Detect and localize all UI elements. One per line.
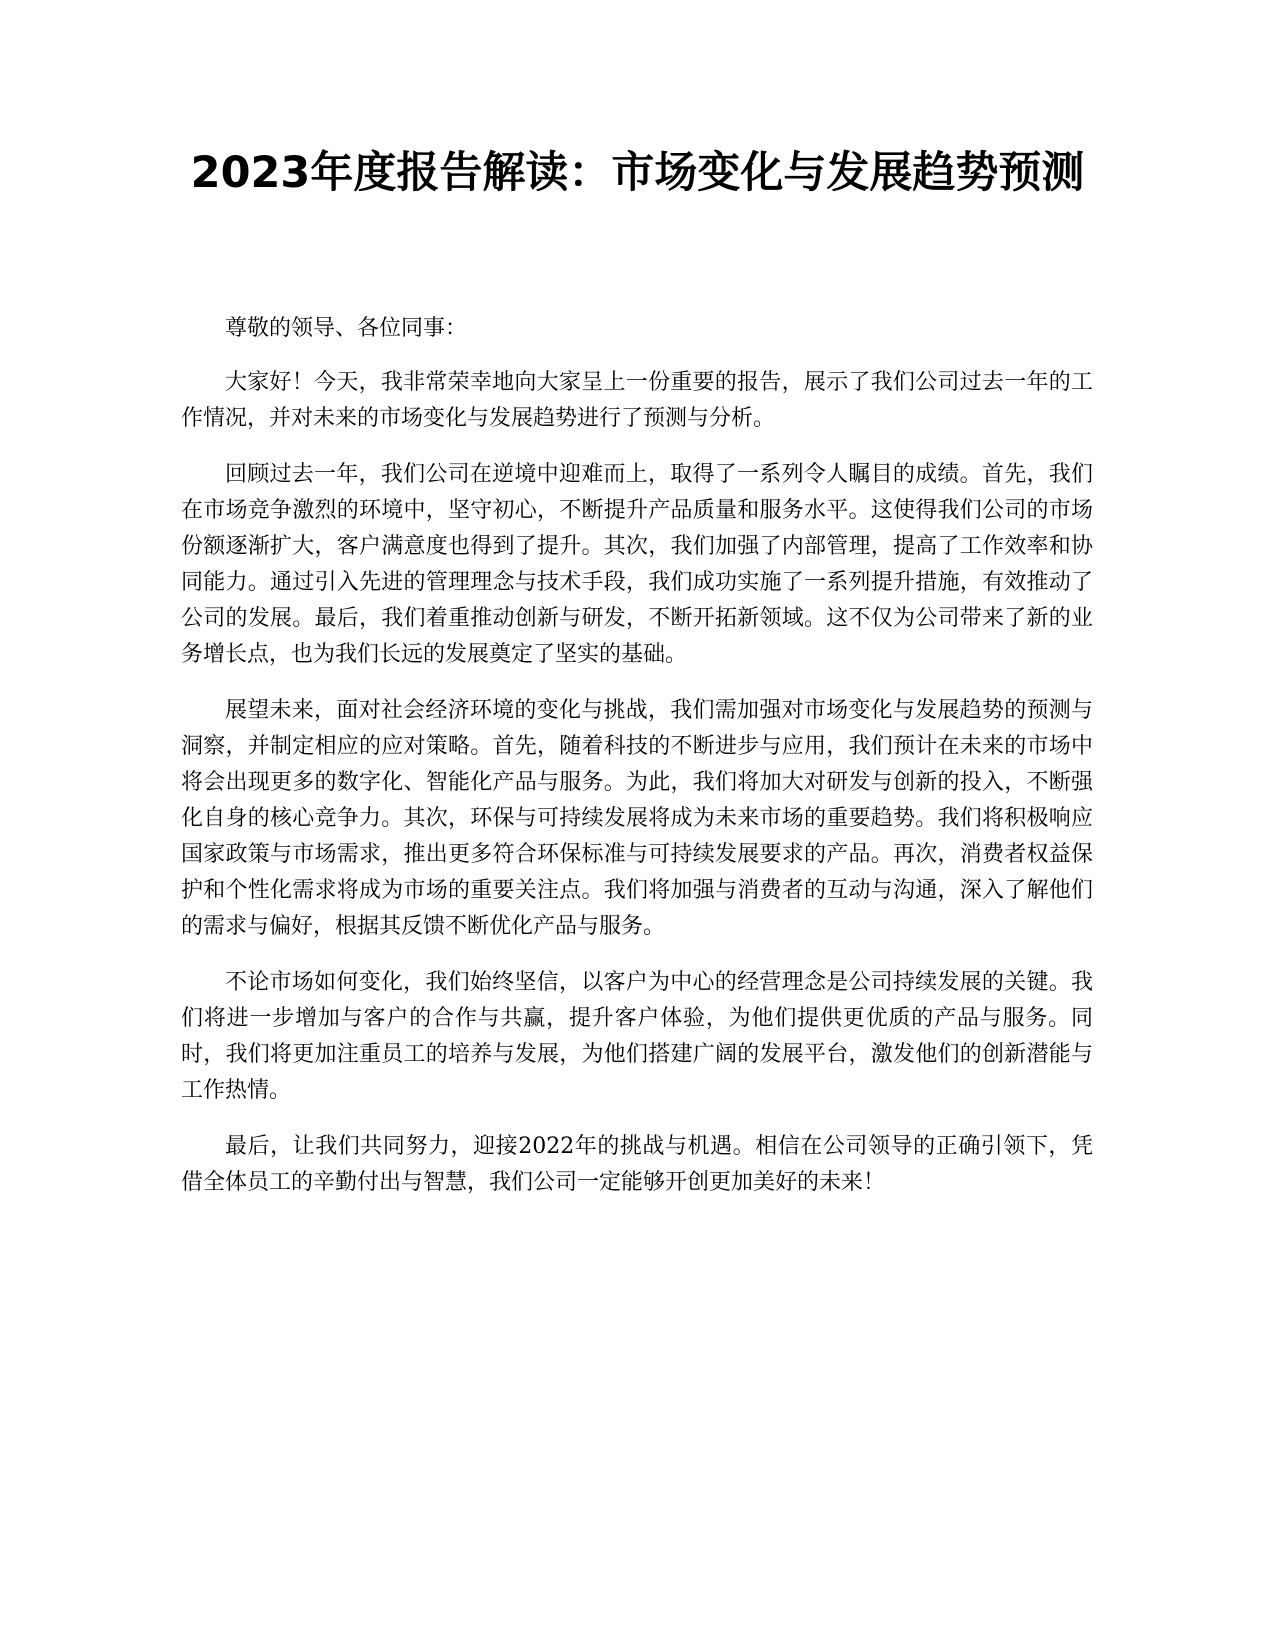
paragraph-intro: 大家好！今天，我非常荣幸地向大家呈上一份重要的报告，展示了我们公司过去一年的工作情况，并对未来的市场变化与发展趋势进行了预测与分析。 bbox=[181, 370, 1093, 431]
paragraph-customer-focus: 不论市场如何变化，我们始终坚信，以客户为中心的经营理念是公司持续发展的关键。我们将进一步增加与客户的合作与共赢，提升客户体验，为他们提供更优质的产品与服务。同时，我们将更加注重员工的培养与发展，为他们搭建广阔的发展平台，激发他们的创新潜能与工作热情。 bbox=[181, 970, 1093, 1103]
document-title: 2023年度报告解读：市场变化与发展趋势预测 bbox=[190, 148, 1085, 198]
document-body bbox=[181, 311, 1093, 1221]
paragraph-outlook: 展望未来，面对社会经济环境的变化与挑战，我们需加强对市场变化与发展趋势的预测与洞察，并制定相应的应对策略。首先，随着科技的不断进步与应用，我们预计在未来的市场中将会出现更多的数字化、智能化产品与服务。为此，我们将加大对研发与创新的投入，不断强化自身的核心竞争力。其次，环保与可持续发展将成为未来市场的重要趋势。我们将积极响应国家政策与市场需求，推出更多符合环保标准与可持续发展要求的产品。再次，消费者权益保护和个性化需求将成为市场的重要关注点。我们将加强与消费者的互动与沟通，深入了解他们的需求与偏好，根据其反馈不断优化产品与服务。 bbox=[181, 698, 1093, 939]
paragraph-review: 回顾过去一年，我们公司在逆境中迎难而上，取得了一系列令人瞩目的成绩。首先，我们在市场竞争激烈的环境中，坚守初心，不断提升产品质量和服务水平。这使得我们公司的市场份额逐渐扩大，客户满意度也得到了提升。其次，我们加强了内部管理，提高了工作效率和协同能力。通过引入先进的管理理念与技术手段，我们成功实施了一系列提升措施，有效推动了公司的发展。最后，我们着重推动创新与研发，不断开拓新领域。这不仅为公司带来了新的业务增长点，也为我们长远的发展奠定了坚实的基础。 bbox=[181, 462, 1093, 667]
paragraph-closing: 最后，让我们共同努力，迎接2022年的挑战与机遇。相信在公司领导的正确引领下，凭借全体员工的辛勤付出与智慧，我们公司一定能够开创更加美好的未来！ bbox=[181, 1134, 1093, 1195]
greeting-line: 尊敬的领导、各位同事： bbox=[225, 316, 468, 341]
